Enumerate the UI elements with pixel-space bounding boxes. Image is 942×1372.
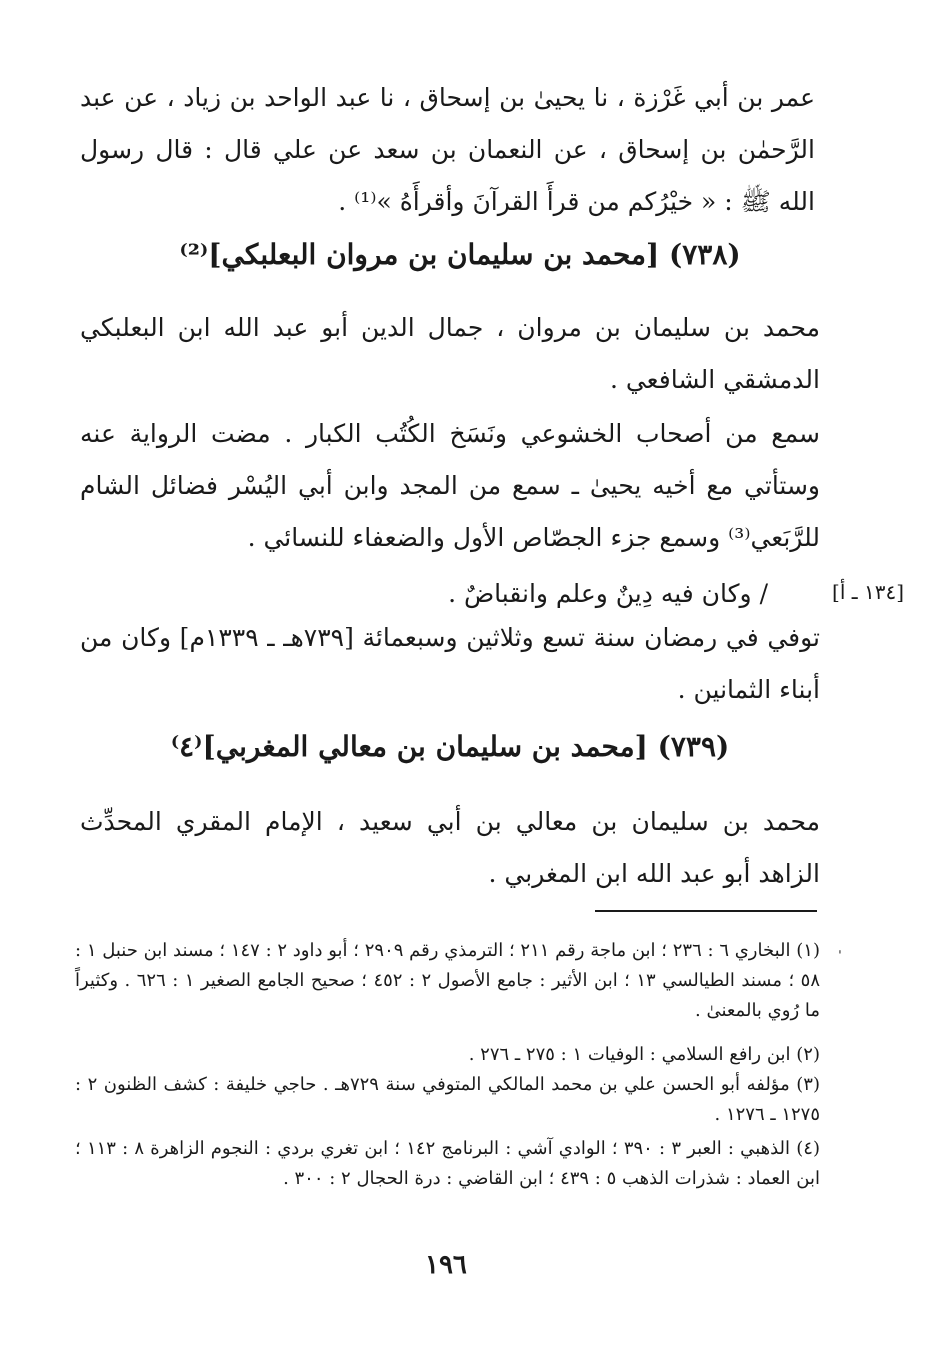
folio-margin-reference: [١٣٤ ـ أ] xyxy=(832,580,904,604)
footnote-3: (٣) مؤلفه أبو الحسن علي بن محمد المالكي المتوفي سنة ٧٢٩هـ . حاجي خليفة : كشف الظنون ٢ : ١٢٧٥ ـ ١٢٧٦ . xyxy=(75,1074,820,1125)
entry-738-paragraph-3: / وكان فيه دِينٌ وعلم وانقباضٌ . xyxy=(448,579,768,608)
margin-tick-mark: ˌ xyxy=(838,940,842,956)
footnote-2: (٢) ابن رافع السلامي : الوفيات ١ : ٢٧٥ ـ ٢٧٦ . xyxy=(468,1044,820,1065)
page-number: ١٩٦ xyxy=(425,1250,467,1280)
footnote-separator xyxy=(595,910,817,912)
entry-738-paragraph-4: توفي في رمضان سنة تسع وثلاثين وسبعمائة [٧٣٩هـ ـ ١٣٣٩م] وكان من أبناء الثمانين . xyxy=(80,623,821,704)
entry-739-paragraph-1: محمد بن سليمان بن معالي بن أبي سعيد ، الإمام المقري المحدِّث الزاهد أبو عبد الله ابن المغربي . xyxy=(80,807,820,888)
footnote-4: (٤) الذهبي : العبر ٣ : ٣٩٠ ؛ الوادي آشي : البرنامج ١٤٢ ؛ ابن تغري بردي : النجوم الزاهرة ٨ : ١١٣ ؛ ابن العماد : شذرات الذهب ٥ : ٤٣٩ ؛ ابن القاضي : درة الحجال ٢ : ٣٠٠ . xyxy=(75,1138,820,1189)
intro-paragraph: عمر بن أبي غَرْزة ، نا يحيىٰ بن إسحاق ، نا عبد الواحد بن زياد ، عن عبد الرَّحمٰن بن إسحاق ، عن النعمان بن سعد عن علي قال : قال رسول الله ﷺ : « خيْرُكم من قرأَ القرآنَ وأقرأَهُ »⁽¹⁾ . xyxy=(80,83,815,216)
entry-738-title: (٧٣٨) [محمد بن سليمان بن مروان البعلبكي]⁽²⁾ xyxy=(179,238,741,271)
footnote-1: (١) البخاري ٦ : ٢٣٦ ؛ ابن ماجة رقم ٢١١ ؛ الترمذي رقم ٢٩٠٩ ؛ أبو داود ٢ : ١٤٧ ؛ مسند ابن حنبل ١ : ٥٨ ؛ مسند الطيالسي ١٣ ؛ ابن الأثير : جامع الأصول ٢ : ٤٥٢ ؛ صحيح الجامع الصغير ١ : ٦٢٦ . وكثيراً ما رُوي بالمعنىٰ . xyxy=(75,940,820,1021)
entry-738-paragraph-2: سمع من أصحاب الخشوعي ونَسَخ الكُتُب الكبار . مضت الرواية عنه وستأتي مع أخيه يحيىٰ ـ سمع من المجد وابن أبي اليُسْر فضائل الشام للرَّبَعي⁽³⁾ وسمع جزء الجصّاص الأول والضعفاء للنسائي . xyxy=(80,419,820,552)
entry-738-paragraph-1: محمد بن سليمان بن مروان ، جمال الدين أبو عبد الله ابن البعلبكي الدمشقي الشافعي . xyxy=(80,313,820,394)
entry-739-title: (٧٣٩) [محمد بن سليمان بن معالي المغربي]⁽٤⁾ xyxy=(170,730,730,763)
